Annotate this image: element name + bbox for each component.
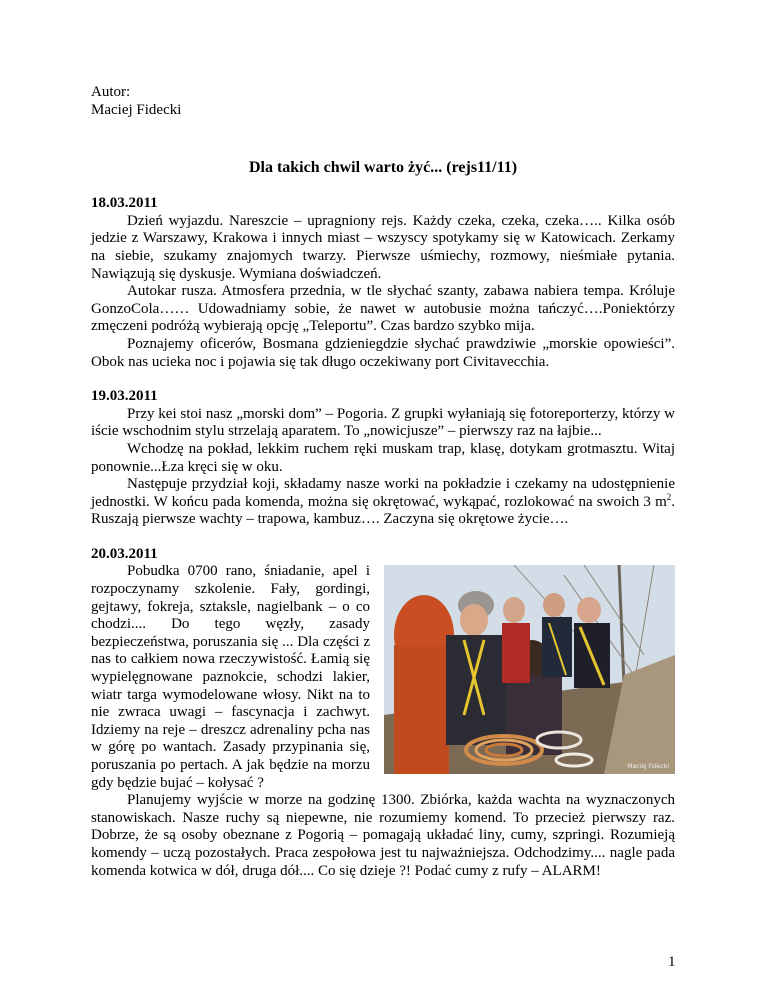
photo-credit: Maciej Fidecki: [627, 763, 669, 771]
paragraph: Wchodzę na pokład, lekkim ruchem ręki muskam trap, klasę, dotykam grotmasztu. Witaj ponownie...Łza kręci się w oku.: [91, 440, 675, 475]
section-date: 20.03.2011: [91, 545, 158, 562]
paragraph: Poznajemy oficerów, Bosmana gdzieniegdzie słychać prawdziwie „morskie opowieści”. Obok nas ucieka noc i pojawia się tak długo oczekiwany port Civitavecchia.: [91, 335, 675, 370]
paragraph-text: Następuje przydział koji, składamy nasze worki na pokładzie i czekamy na udostępnienie jednostki. W końcu pada komenda, można się okrętować, wykąpać, rozlokować na swoich 3 m: [91, 476, 675, 510]
author-block: [91, 84, 675, 119]
section-18-03: [91, 195, 675, 371]
crew-photo-illustration: [384, 565, 675, 774]
section-19-03: [91, 388, 675, 529]
paragraph: Dzień wyjazdu. Nareszcie – upragniony rejs. Każdy czeka, czeka, czeka….. Kilka osób jedzie z Warszawy, Krakowa i innych miast – wszyscy spotykamy się w Katowicach. Zerkamy na siebie, szukamy znajomych twarzy. Pierwsze uśmiechy, rozmowy, nieśmiałe pytania. Nawiązują się dyskusje. Wymiana doświadczeń.: [91, 212, 675, 282]
paragraph: Planujemy wyjście w morze na godzinę 1300. Zbiórka, każda wachta na wyznaczonych stanowiskach. Nasze ruchy są niepewne, nie rozumiemy komend. To przecież pierwszy raz. Dobrze, że są osoby obeznane z Pogorią – pomagają układać liny, cumy, szpringi. Rozumieją komendy – uczą pozostałych. Praca zespołowa jest tu najważniejsza. Odchodzimy.... nagle pada komenda kotwica w dół, druga dół.... Co się dzieje ?! Podać cumy z rufy – ALARM!: [91, 792, 675, 879]
paragraph-text: . Ruszają pierwsze wachty – trapowa, kambuz…. Zaczyna się okrętowe życie….: [91, 493, 675, 528]
crew-photo: [384, 565, 675, 774]
section-date: 19.03.2011: [91, 388, 158, 405]
section-date: 18.03.2011: [91, 195, 158, 212]
section-20-03: [91, 546, 675, 880]
document-title: Dla takich chwil warto żyć... (rejs11/11): [248, 159, 518, 177]
author-name: Maciej Fidecki: [91, 101, 182, 118]
paragraph: Autokar rusza. Atmosfera przednia, w tle słychać szanty, zabawa nabiera tempa. Króluje GonzoCola…… Udowadniamy sobie, że nawet w autobusie można tańczyć….Poniektórzy zmęczeni podróżą wybierają opcję „Teleportu”. Czas bardzo szybko mija.: [91, 283, 675, 335]
paragraph: Przy kei stoi nasz „morski dom” – Pogoria. Z grupki wyłaniają się fotoreporterzy, którzy w iście wschodnim stylu strzelają aparatem. To „nowicjusze” – pierwszy raz na łajbie...: [91, 405, 675, 440]
author-label: Autor:: [91, 84, 131, 100]
paragraph: [91, 476, 675, 529]
superscript: 2: [666, 491, 672, 502]
document-page: [91, 84, 675, 880]
page-number: 1: [668, 954, 676, 970]
paragraph: Pobudka 0700 rano, śniadanie, apel i rozpoczynamy szkolenie. Fały, gordingi, gejtawy, fokreja, sztaksle, nagielbank – o co chodzi.... Do tego węzły, zasady bezpieczeństwa, poruszania się ... Dla części z nas to całkiem nowa rzeczywistość. Łamią się wypielęgnowane paznokcie, schodzi lakier, wiatr targa wymodelowane włosy. Nikt na to nie zwraca uwagi – fascynacja i zachwyt. Idziemy na reje – dreszcz adrenaliny pcha nas w górę po wantach. Zasady przypinania się, poruszania po pertach. A jak będzie na morzu gdy będzie bujać – kołysać ?: [91, 563, 370, 791]
